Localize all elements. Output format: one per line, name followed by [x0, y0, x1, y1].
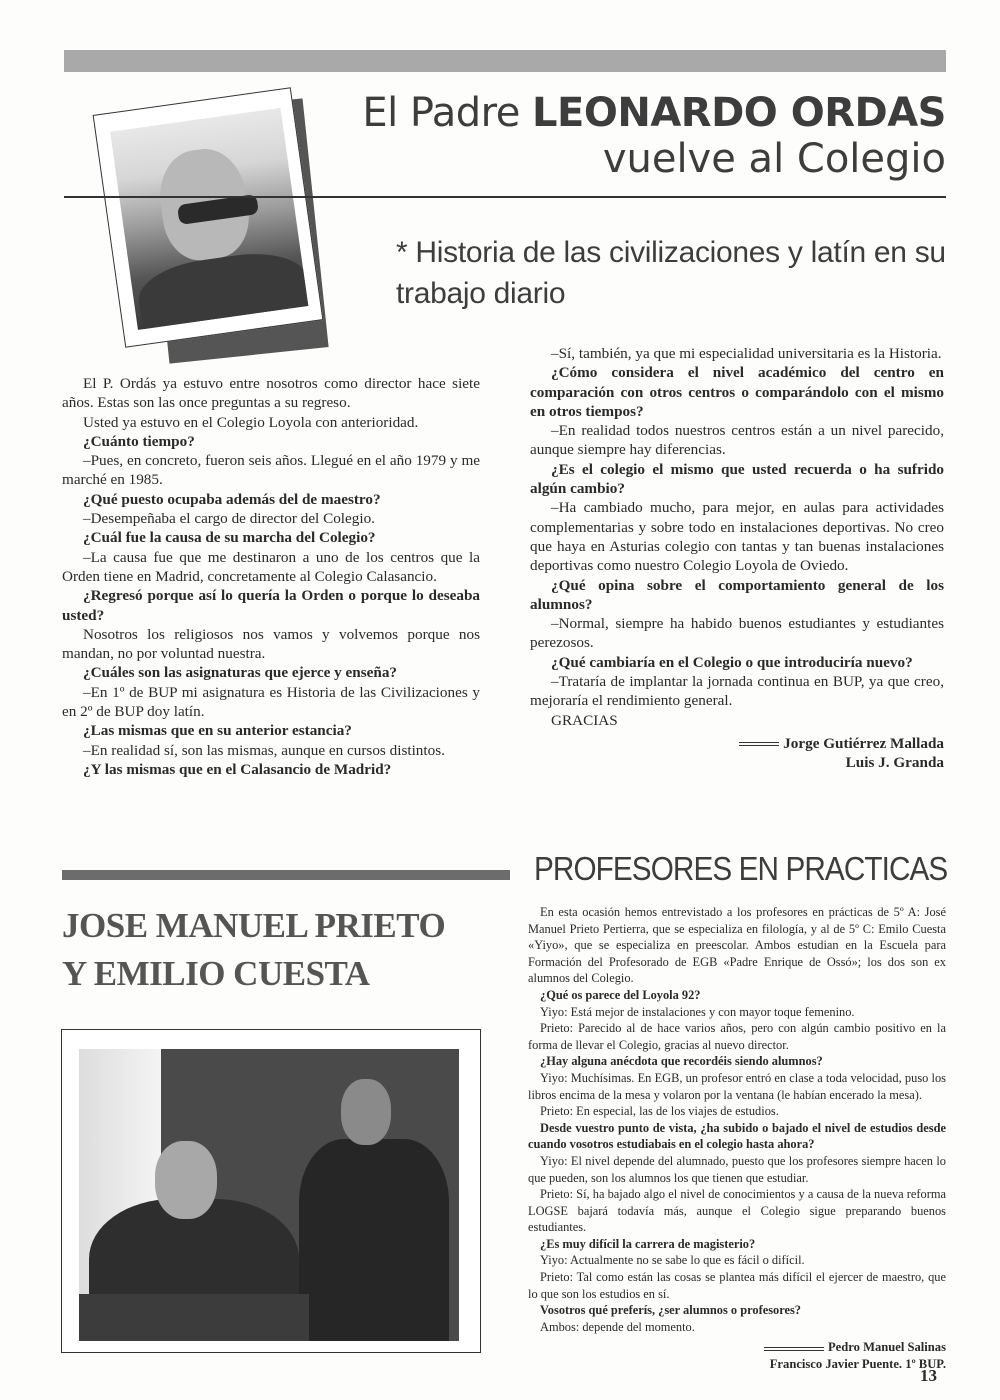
- question: ¿Cuál fue la causa de su marcha del Colegio?: [83, 529, 376, 547]
- answer: –Normal, siempre ha habido buenos estudiantes y estudiantes perezosos.: [530, 615, 944, 652]
- signature-rule-icon: [739, 742, 779, 746]
- answer: Ambos: depende del momento.: [540, 1319, 695, 1334]
- article2-body: [528, 904, 946, 1373]
- question: ¿Cuáles son las asignaturas que ejerce y enseña?: [83, 664, 398, 682]
- headline-prefix: El Padre: [362, 90, 533, 136]
- group-photo-prieto-cuesta: [61, 1029, 481, 1353]
- decorative-top-bar: [64, 50, 946, 72]
- answer: –En realidad sí, son las mismas, aunque en cursos distintos.: [83, 741, 445, 759]
- signature-rule-icon: [764, 1347, 824, 1351]
- answer: Yiyo: Está mejor de instalaciones y con mayor toque femenino.: [540, 1004, 855, 1019]
- author-signature: Francisco Javier Puente. 1º BUP.: [769, 1357, 946, 1372]
- section-title: PROFESORES EN PRACTICAS: [534, 850, 948, 887]
- answer: Prieto: Sí, ha bajado algo el nivel de conocimientos y a causa de la nueva reforma LOGSE bajará todavía más, aunque el Colegio sigue preparando buenos estudiantes.: [528, 1187, 946, 1235]
- answer: –En 1º de BUP mi asignatura es Historia de las Civilizaciones y en 2º de BUP doy latín.: [62, 683, 480, 721]
- article1-column-2: [530, 344, 944, 773]
- title-line-1: JOSE MANUEL PRIETO: [62, 906, 446, 945]
- answer: Prieto: Tal como están las cosas se plantea más difícil el ejercer de maestro, que lo que son los estudios en sí.: [528, 1270, 946, 1301]
- answer: Prieto: Parecido al de hace varios años, pero con algún cambio positivo en la forma de llevar el Colegio, gracias al nuevo director.: [528, 1021, 946, 1052]
- question: ¿Las mismas que en su anterior estancia?: [83, 722, 352, 740]
- question: ¿Y las mismas que en el Calasancio de Madrid?: [83, 760, 392, 778]
- question: ¿Cómo considera el nivel académico del centro en comparación con otros centros o comparándolo con el mismo en otros tiempos?: [530, 364, 944, 420]
- answer: Prieto: En especial, las de los viajes de estudios.: [540, 1104, 779, 1119]
- article-subheadline: * Historia de las civilizaciones y latín en su trabajo diario: [396, 236, 946, 311]
- question: ¿Hay alguna anécdota que recordéis siendo alumnos?: [540, 1054, 823, 1069]
- question: ¿Qué opina sobre el comportamiento general de los alumnos?: [530, 576, 944, 613]
- headline-name: LEONARDO ORDAS: [532, 90, 946, 136]
- portrait-photo-leonardo-ordas: [93, 87, 324, 348]
- article2-title: [62, 902, 522, 998]
- author-signature: Luis J. Granda: [845, 754, 944, 772]
- question: ¿Qué puesto ocupaba además del de maestro?: [83, 490, 381, 508]
- answer: Yiyo: Actualmente no se sabe lo que es fácil o difícil.: [540, 1253, 805, 1268]
- question: Vosotros qué preferís, ¿ser alumnos o profesores?: [540, 1303, 802, 1318]
- headline-line2: vuelve al Colegio: [602, 136, 946, 182]
- answer: –Desempeñaba el cargo de director del Colegio.: [83, 510, 375, 528]
- answer: –Sí, también, ya que mi especialidad universitaria es la Historia.: [551, 345, 942, 362]
- paragraph: Usted ya estuvo en el Colegio Loyola con anterioridad.: [83, 413, 419, 431]
- answer: Yiyo: Muchísimas. En EGB, un profesor entró en clase a toda velocidad, puso los libros encima de la mesa y volaron por la ventana (le habían encerado la mesa).: [528, 1070, 946, 1102]
- closing-thanks: GRACIAS: [551, 711, 618, 729]
- question: ¿Qué os parece del Loyola 92?: [540, 987, 701, 1002]
- intro-paragraph: En esta ocasión hemos entrevistado a los profesores en prácticas de 5º A: José Manuel Prieto Pertierra, que se especializa en filología, y al de 5º C: Emilo Cuesta «Yiyo», que se especializa en preescolar. Ambos estudian en la Escuela para Formación del Profesorado de EGB «Padre Enrique de Ossó»; los dos son ex alumnos del Colegio.: [528, 905, 946, 986]
- answer: –Pues, en concreto, fueron seis años. Llegué en el año 1979 y me marché en 1985.: [62, 452, 480, 489]
- question: ¿Regresó porque así lo quería la Orden o porque lo deseaba usted?: [62, 587, 480, 624]
- section-divider-bar: [62, 870, 510, 880]
- article1-column-1: [62, 374, 480, 779]
- author-signature: Pedro Manuel Salinas: [528, 1339, 946, 1356]
- page-number: 13: [920, 1366, 937, 1385]
- article-headline: [362, 92, 946, 180]
- answer: –En realidad todos nuestros centros están a un nivel parecido, aunque siempre hay diferencias.: [530, 422, 944, 459]
- question: ¿Cuánto tiempo?: [83, 432, 195, 450]
- question: ¿Qué cambiaría en el Colegio o que introduciría nuevo?: [551, 653, 913, 671]
- answer: Yiyo: El nivel depende del alumnado, puesto que los profesores siempre hacen lo que pueden, son los alumnos los que tienen que estudiar.: [528, 1153, 946, 1185]
- question: ¿Es el colegio el mismo que usted recuerda o ha sufrido algún cambio?: [530, 460, 944, 498]
- author-signature: Jorge Gutiérrez Mallada: [530, 734, 944, 753]
- title-line-2: Y EMILIO CUESTA: [62, 954, 370, 993]
- answer: Nosotros los religiosos nos vamos y volvemos porque nos mandan, no por voluntad nuestra.: [62, 625, 480, 663]
- answer: –Ha cambiado mucho, para mejor, en aulas para actividades complementarias y sobre todo en instalaciones deportivas. No creo que haya en Asturias colegio con tantas y tan buenas instalaciones deportivas como nuestro Colegio Loyola de Oviedo.: [530, 499, 944, 575]
- paragraph: El P. Ordás ya estuvo entre nosotros como director hace siete años. Estas son las once preguntas a su regreso.: [62, 375, 480, 412]
- question: Desde vuestro punto de vista, ¿ha subido o bajado el nivel de estudios desde cuando vosotros estudiabais en el colegio hasta ahora?: [528, 1120, 946, 1152]
- question: ¿Es muy difícil la carrera de magisterio?: [540, 1236, 756, 1251]
- headline-rule: [64, 196, 946, 198]
- answer: –Trataría de implantar la jornada continua en BUP, ya que creo, mejoraría el rendimiento general.: [530, 673, 944, 710]
- answer: –La causa fue que me destinaron a uno de los centros que la Orden tiene en Madrid, concretamente al Colegio Calasancio.: [62, 548, 480, 585]
